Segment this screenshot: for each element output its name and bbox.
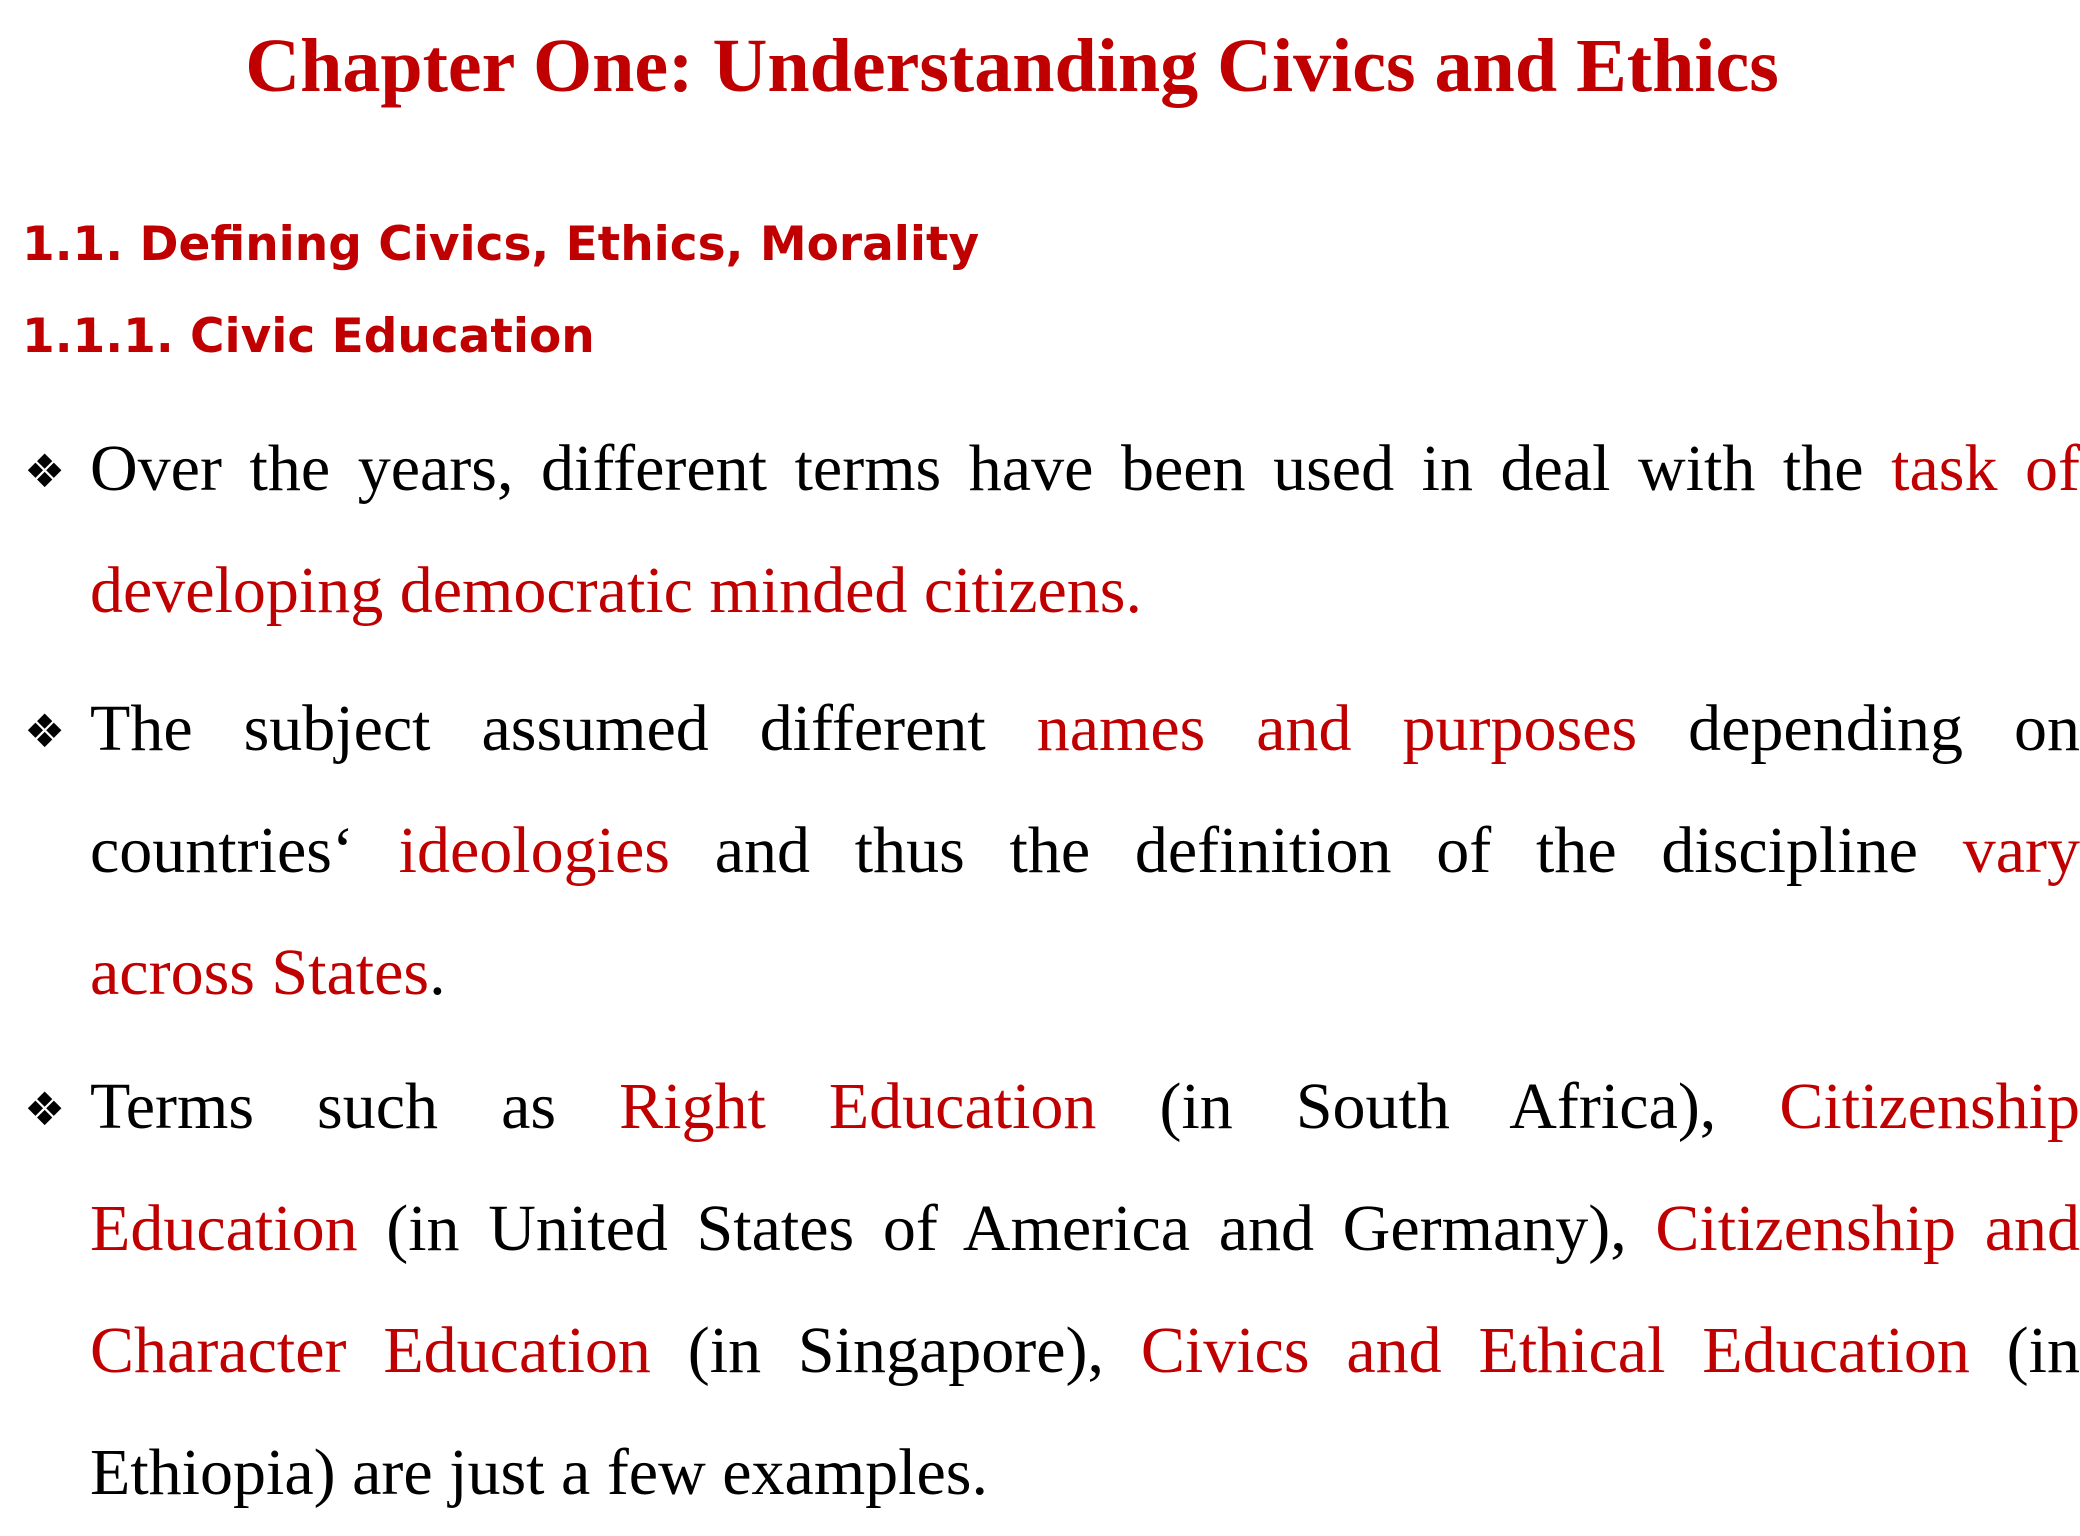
highlighted-text: Citizenship <box>1779 1070 2080 1143</box>
highlighted-text: ideologies <box>398 814 670 887</box>
paragraph-line <box>90 668 2080 790</box>
paragraph-line <box>90 1290 2080 1412</box>
body-text: . <box>429 936 446 1009</box>
highlighted-text: Education <box>90 1192 358 1265</box>
bullet-paragraph <box>90 1046 2080 1534</box>
paragraph-line <box>90 1046 2080 1168</box>
highlighted-text: Citizenship and <box>1655 1192 2080 1265</box>
section-heading: 1.1. Defining Civics, Ethics, Morality <box>22 217 980 272</box>
highlighted-text: names and purposes <box>1036 692 1638 765</box>
highlighted-text: developing democratic minded citizens. <box>90 554 1142 627</box>
body-text: Over the years, different terms have been used in deal with the <box>90 432 1892 505</box>
four-diamond-bullet-icon: ❖ <box>24 1082 66 1136</box>
paragraph-line <box>90 912 2080 1034</box>
bullet-paragraph <box>90 668 2080 1034</box>
body-text: The subject assumed different <box>90 692 1037 765</box>
highlighted-text: across States <box>90 936 430 1009</box>
four-diamond-bullet-icon: ❖ <box>24 444 66 498</box>
body-text: (in South Africa), <box>1096 1070 1780 1143</box>
paragraph-line <box>90 1412 2080 1534</box>
body-text: Terms such as <box>90 1070 620 1143</box>
highlighted-text: Character Education <box>90 1314 651 1387</box>
highlighted-text: Civics and Ethical Education <box>1140 1314 1970 1387</box>
slide-title: Chapter One: Understanding Civics and Ethics <box>245 24 1779 108</box>
highlighted-text: task of <box>1891 432 2080 505</box>
body-text: countries‘ <box>90 814 399 887</box>
body-text: (in United States of America and Germany), <box>357 1192 1656 1265</box>
subsection-heading: 1.1.1. Civic Education <box>22 309 595 364</box>
paragraph-line <box>90 1168 2080 1290</box>
body-text: (in <box>1969 1314 2080 1387</box>
paragraph-line <box>90 790 2080 912</box>
body-text: depending on <box>1637 692 2080 765</box>
body-text: Ethiopia) are just a few examples. <box>90 1436 988 1509</box>
body-text: and thus the definition of the discipline <box>669 814 1963 887</box>
bullet-paragraph <box>90 408 2080 652</box>
highlighted-text: vary <box>1962 814 2080 887</box>
paragraph-line <box>90 530 2080 652</box>
body-text: (in Singapore), <box>650 1314 1141 1387</box>
paragraph-line <box>90 408 2080 530</box>
highlighted-text: Right Education <box>619 1070 1097 1143</box>
four-diamond-bullet-icon: ❖ <box>24 704 66 758</box>
